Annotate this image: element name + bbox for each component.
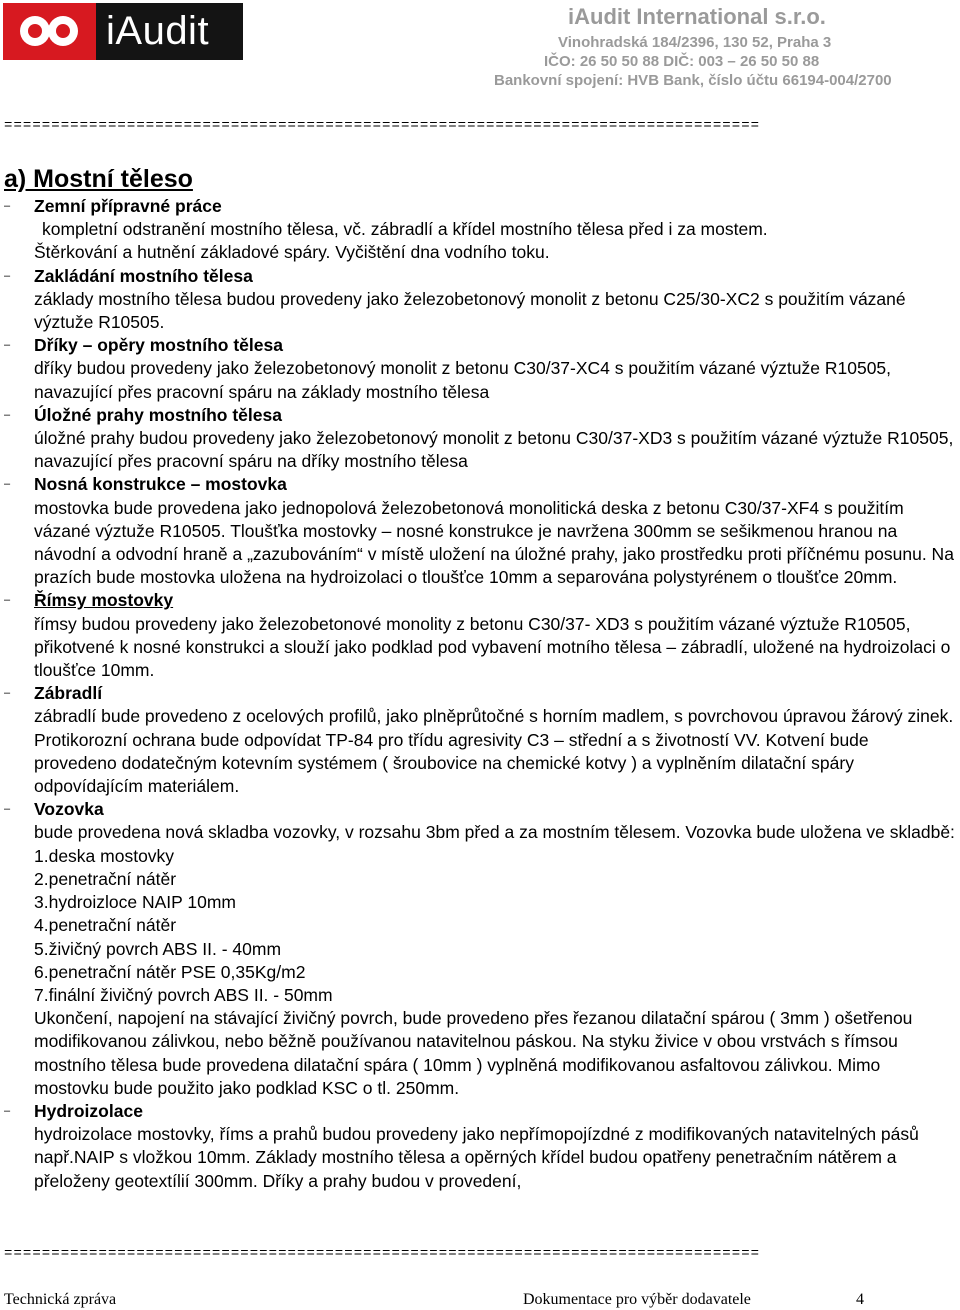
dash-bullet: – [4,594,11,607]
paragraph: Štěrkování a hutnění základové spáry. Vyčištění dna vodního toku. [34,242,550,263]
section-title: a) Mostní těleso [4,165,193,193]
list-item [4,798,956,1100]
company-name: iAudit International s.r.o. [568,4,826,29]
list-item [4,195,956,265]
separator-bottom: ================================================================================ [4,1246,761,1262]
iaudit-logo [3,3,243,60]
item-heading: Zakládání mostního tělesa [34,265,253,286]
logo-mark-icon [3,3,96,60]
layer-step: 1.deska mostovky [34,845,175,866]
page-number: 4 [856,1291,864,1308]
logo-text: iAudit [96,3,243,60]
dash-bullet: – [4,200,11,212]
list-item [4,473,956,589]
list-item [4,404,956,474]
company-ids: IČO: 26 50 50 88 DIČ: 003 – 26 50 50 88 [544,53,820,70]
dash-bullet: – [4,408,11,421]
paragraph: dříky budou provedeny jako železobetonový monolit z betonu C30/37-XC4 s použitím vázané výztuže R10505, navazující přes pracovní spáru na základy mostního tělesa [34,358,892,402]
item-heading: Úložné prahy mostního tělesa [34,404,282,425]
dash-bullet: – [4,478,11,491]
separator-top: ================================================================================ [4,118,761,134]
dash-bullet: – [4,1104,11,1117]
paragraph: zábradlí bude provedeno z ocelových profilů, jako plněprůtočné s horním madlem, s povrchovou úpravou žárový zinek. Protikorozní ochrana bude odpovídat TP-84 pro třídu agresivity C3 – střední a s životností VV. Kotvení bude provedeno dodatečným kotevním systémem ( šroubovice na chemické kotvy ) a vyplněním dilatační spáry odpovídajícím materiálem. [34,706,954,797]
dash-bullet: – [4,687,11,700]
paragraph: úložné prahy budou provedeny jako železobetonový monolit z betonu C30/37-XD3 s použitím vázané výztuže R10505, navazující přes pracovní spáru na dříky mostního tělesa [34,428,954,472]
item-heading: Nosná konstrukce – mostovka [34,474,287,495]
paragraph: bude provedena nová skladba vozovky, v rozsahu 3bm před a za mostním tělesem. Vozovka bude uložena ve skladbě: [34,822,955,843]
footer-doc-type: Dokumentace pro výběr dodavatele [523,1291,751,1308]
document-body [4,163,956,1193]
item-heading: Vozovka [34,799,104,820]
paragraph: hydroizolace mostovky, říms a prahů budou provedeny jako nepřímopojízdné z modifikovaných natavitelných pásů např.NAIP s vložkou 10mm. Základy mostního tělesa a opěrných křídel budou opatřeny penetračním nátěrem a přeloženy geotextílií 300mm. Dříky a prahy budou v provedení, [34,1124,919,1191]
list-item [4,682,956,798]
company-bank: Bankovní spojení: HVB Bank, číslo účtu 66194-004/2700 [494,72,892,89]
paragraph: kompletní odstranění mostního tělesa, vč. zábradlí a křídel mostního tělesa před i za mostem. [42,219,768,240]
layer-step: 7.finální živičný povrch ABS II. - 50mm [34,984,333,1005]
list-item [4,334,956,404]
item-heading: Římsy mostovky [34,590,174,611]
item-heading: Zábradlí [34,683,103,704]
layer-list [34,845,956,1007]
list-item [4,265,956,335]
company-address: Vinohradská 184/2396, 130 52, Praha 3 [558,34,832,51]
layer-step: 6.penetrační nátěr PSE 0,35Kg/m2 [34,961,306,982]
paragraph: římsy budou provedeny jako železobetonové monolity z betonu C30/37- XD3 s použitím vázané výztuže R10505, přikotvené k nosné konstrukci a slouží jako podklad pod vybavení motního tělesa – zábradlí, uložené na hydroizolaci o tloušťce 10mm. [34,613,951,681]
dash-bullet: – [4,339,11,352]
paragraph: základy mostního tělesa budou provedeny jako železobetonový monolit z betonu C25/30-XC2 s použitím vázané výztuže R10505. [34,288,906,333]
paragraph: mostovka bude provedena jako jednopolová železobetonová monolitická deska z betonu C30/37-XF4 s použitím vázané výztuže R10505. Tloušťka mostovky – nosné konstrukce je navržena 300mm se sešikmenou hranou na návodní a odvodní hraně a „zazubováním“ v místě uložení na úložné prahy, jako prostředku proti příčnému posunu. Na prazích bude mostovka uložena na hydroizolaci o tloušťce 10mm a separována polystyrénem o tloušťce 20mm. [34,497,954,588]
item-heading: Dříky – opěry mostního tělesa [34,335,283,356]
dash-bullet: – [4,269,11,282]
dash-bullet: – [4,803,11,816]
layer-step: 2.penetrační nátěr [34,868,177,889]
layer-step: 4.penetrační nátěr [34,915,177,936]
item-heading: Zemní přípravné práce [34,196,222,216]
page-header [0,0,960,100]
footer-doc-title: Technická zpráva [4,1291,117,1308]
layer-step: 5.živičný povrch ABS II. - 40mm [34,938,282,959]
layer-step: 3.hydroizloce NAIP 10mm [34,892,236,913]
list-item [4,1100,956,1193]
list-item [4,589,956,682]
paragraph: Ukončení, napojení na stávající živičný povrch, bude provedeno přes řezanou dilatační spárou ( 3mm ) ošetřenou modifikovanou zálivkou, nebo běžně používanou natavitelnou páskou. Na styku živice v obou vrstvách s římsou mostního tělesa bude provedena dilatační spára ( 10mm ) vyplněná modifikovanou asfaltovou zálivkou. Mimo mostovku bude použito jako podklad KSC o tl. 250mm. [34,1008,913,1098]
item-heading: Hydroizolace [34,1100,143,1121]
